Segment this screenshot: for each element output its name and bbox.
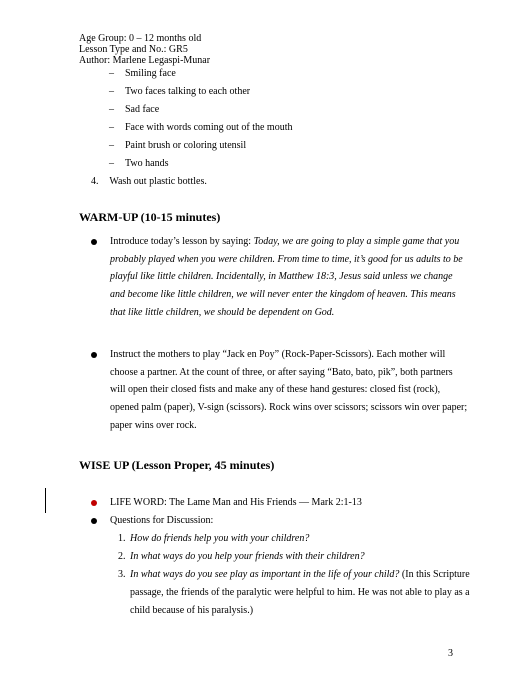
lesson-type: Lesson Type and No.: GR5 (79, 44, 188, 55)
warmup-paragraph-1: Introduce today’s lesson by saying: Today, we are going to play a simple game that you probably played when you were children. From time to time, it’s good for us adults to be playful like little children. Incidentally, in Matthew 18:3, Jesus said unless we change and become like little children, we will never enter the kingdom of heaven. This means that like little children, we should be dependent on God. (110, 236, 463, 318)
list-item: – Sad face (109, 104, 160, 115)
life-word: LIFE WORD: The Lame Man and His Friends — Mark 2:1-13 (110, 497, 362, 508)
bullet-icon (91, 518, 97, 524)
warmup-heading: WARM-UP (10-15 minutes) (79, 210, 221, 224)
text-cursor (45, 488, 46, 513)
question-item: 1. How do friends help you with your children? (118, 533, 310, 544)
age-group: Age Group: 0 – 12 months old (79, 33, 202, 44)
author: Author: Marlene Legaspi-Munar (79, 55, 211, 66)
list-item: – Face with words coming out of the mouth (109, 122, 293, 133)
warmup-paragraph-2: Instruct the mothers to play “Jack en Poy” (Rock-Paper-Scissors). Each mother will choose a partner. At the count of three, or after saying “Bato, bato, pik”, both partners will open their closed fists and make any of these hand gestures: closed fist (rock), opened palm (paper), V-sign (scissors). Rock wins over scissors; scissors win over paper; paper wins over rock. (110, 349, 468, 431)
list-item: – Smiling face (109, 68, 176, 79)
questions-label: Questions for Discussion: (110, 515, 214, 526)
question-item: 3. In what ways do you see play as important in the life of your child? (In this Scripture passage, the friends of the paralytic were helpful to him. He was not able to play as a child because of his paralysis.) (118, 569, 470, 616)
step-4-number: 4. (91, 176, 99, 187)
step-4 (91, 173, 207, 191)
list-item: – Two faces talking to each other (109, 86, 251, 97)
bullet-icon (91, 352, 97, 358)
page-number: 3 (448, 648, 453, 659)
bullet-icon (91, 500, 97, 506)
list-item: – Paint brush or coloring utensil (109, 140, 247, 151)
wiseup-heading: WISE UP (Lesson Proper, 45 minutes) (79, 458, 275, 472)
bullet-icon (91, 239, 97, 245)
step-4-text: Wash out plastic bottles. (109, 176, 207, 187)
question-item: 2. In what ways do you help your friends with their children? (118, 551, 365, 562)
list-item: – Two hands (109, 158, 169, 169)
